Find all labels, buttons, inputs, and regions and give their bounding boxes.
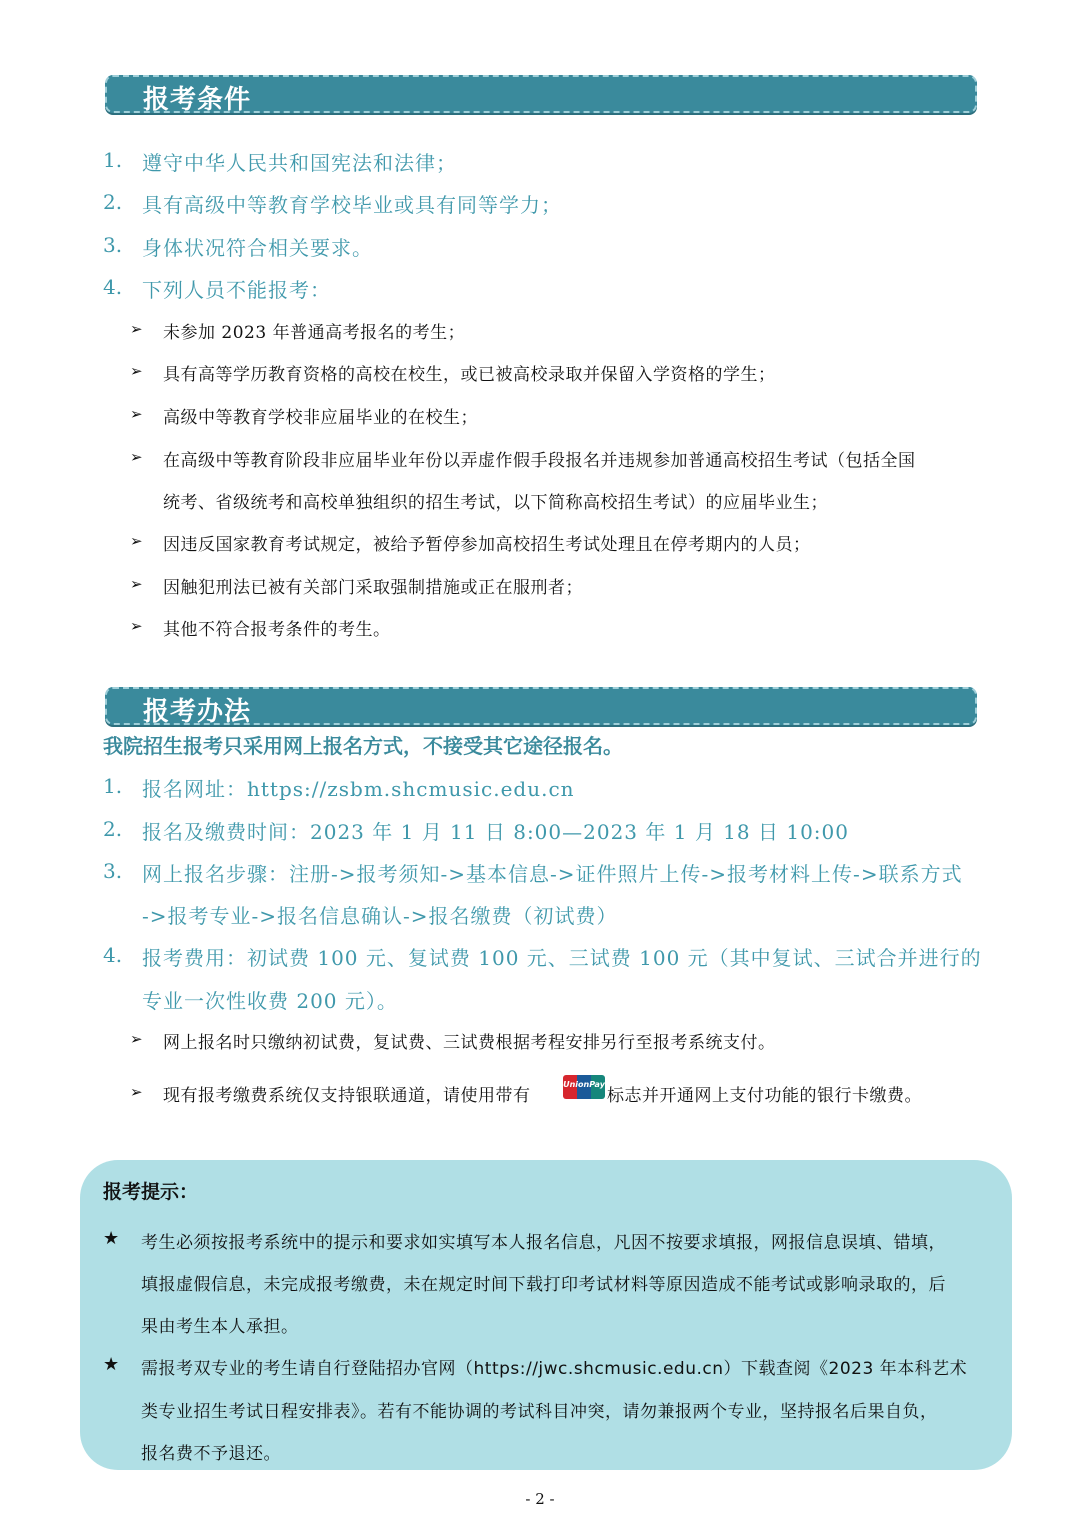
requirement-item: 下列人员不能报考： — [142, 278, 331, 302]
tip-line: 填报虚假信息，未完成报考缴费，未在规定时间下载打印考试材料等原因造成不能考试或影响录取的，后 — [141, 1275, 946, 1295]
tip-line: 考生必须按报考系统中的提示和要求如实填写本人报名信息，凡因不按要求填报，网报信息误填、错填， — [141, 1233, 946, 1253]
arrow-bullet-icon: ➢ — [130, 1083, 143, 1101]
method-item: 网上报名步骤：注册->报考须知->基本信息->证件照片上传->报考材料上传->联系方式 — [142, 862, 963, 886]
arrow-bullet-icon: ➢ — [130, 320, 143, 338]
item-number: 3. — [103, 233, 123, 257]
arrow-bullet-icon: ➢ — [130, 617, 143, 635]
tip-line: 需报考双专业的考生请自行登陆招办官网（https://jwc.shcmusic.edu.cn）下载查阅《2023 年本科艺术 — [141, 1359, 968, 1379]
arrow-bullet-icon: ➢ — [130, 1030, 143, 1048]
sub-item: 现有报考缴费系统仅支持银联通道，请使用带有 — [163, 1086, 531, 1106]
section-header-requirements — [105, 75, 977, 113]
item-number: 2. — [103, 190, 123, 214]
page-number: - 2 - — [525, 1490, 555, 1508]
sub-item: 其他不符合报考条件的考生。 — [163, 620, 391, 640]
method-item: 报名及缴费时间：2023 年 1 月 11 日 8:00—2023 年 1 月 18 日 10:00 — [142, 820, 849, 844]
tip-line: 果由考生本人承担。 — [141, 1317, 299, 1337]
item-number: 4. — [103, 275, 123, 299]
online-only-notice: 我院招生报考只采用网上报名方式，不接受其它途径报名。 — [103, 734, 623, 758]
star-icon: ★ — [103, 1354, 120, 1375]
star-icon: ★ — [103, 1228, 120, 1249]
sub-item-continuation: 标志并开通网上支付功能的银行卡缴费。 — [607, 1086, 922, 1106]
tip-line: 类专业招生考试日程安排表》。若有不能协调的考试科目冲突，请勿兼报两个专业，坚持报名后果自负， — [141, 1402, 938, 1422]
sub-item-continuation: 统考、省级统考和高校单独组织的招生考试，以下简称高校招生考试）的应届毕业生； — [163, 493, 828, 513]
sub-item: 在高级中等教育阶段非应届毕业年份以弄虚作假手段报名并违规参加普通高校招生考试（包括全国 — [163, 451, 916, 471]
sub-item: 因触犯刑法已被有关部门采取强制措施或正在服刑者； — [163, 578, 583, 598]
arrow-bullet-icon: ➢ — [130, 448, 143, 466]
arrow-bullet-icon: ➢ — [130, 362, 143, 380]
requirement-item: 身体状况符合相关要求。 — [142, 236, 373, 260]
section-header-method — [105, 687, 977, 725]
arrow-bullet-icon: ➢ — [130, 405, 143, 423]
section-title: 报考办法 — [143, 697, 252, 727]
method-item-continuation: ->报考专业->报名信息确认->报名缴费（初试费） — [142, 904, 618, 928]
item-number: 1. — [103, 148, 123, 172]
sub-item: 高级中等教育学校非应届毕业的在校生； — [163, 408, 478, 428]
unionpay-logo-icon — [563, 1075, 605, 1099]
section-title: 报考条件 — [143, 85, 252, 115]
sub-item: 具有高等学历教育资格的高校在校生，或已被高校录取并保留入学资格的学生； — [163, 365, 776, 385]
sub-item: 网上报名时只缴纳初试费，复试费、三试费根据考程安排另行至报考系统支付。 — [163, 1033, 776, 1053]
item-number: 4. — [103, 943, 123, 967]
tips-title: 报考提示： — [103, 1181, 199, 1203]
arrow-bullet-icon: ➢ — [130, 532, 143, 550]
requirement-item: 遵守中华人民共和国宪法和法律； — [142, 151, 457, 175]
method-item: 报名网址：https://zsbm.shcmusic.edu.cn — [142, 777, 575, 801]
method-item-continuation: 专业一次性收费 200 元）。 — [142, 989, 398, 1013]
tip-line: 报名费不予退还。 — [141, 1444, 281, 1464]
sub-item: 因违反国家教育考试规定，被给予暂停参加高校招生考试处理且在停考期内的人员； — [163, 535, 811, 555]
item-number: 3. — [103, 859, 123, 883]
requirement-item: 具有高级中等教育学校毕业或具有同等学力； — [142, 193, 562, 217]
arrow-bullet-icon: ➢ — [130, 575, 143, 593]
unionpay-label: UnionPay — [563, 1080, 605, 1089]
item-number: 2. — [103, 817, 123, 841]
item-number: 1. — [103, 774, 123, 798]
sub-item: 未参加 2023 年普通高考报名的考生； — [163, 323, 466, 343]
method-item: 报考费用：初试费 100 元、复试费 100 元、三试费 100 元（其中复试、三试合并进行的 — [142, 946, 982, 970]
